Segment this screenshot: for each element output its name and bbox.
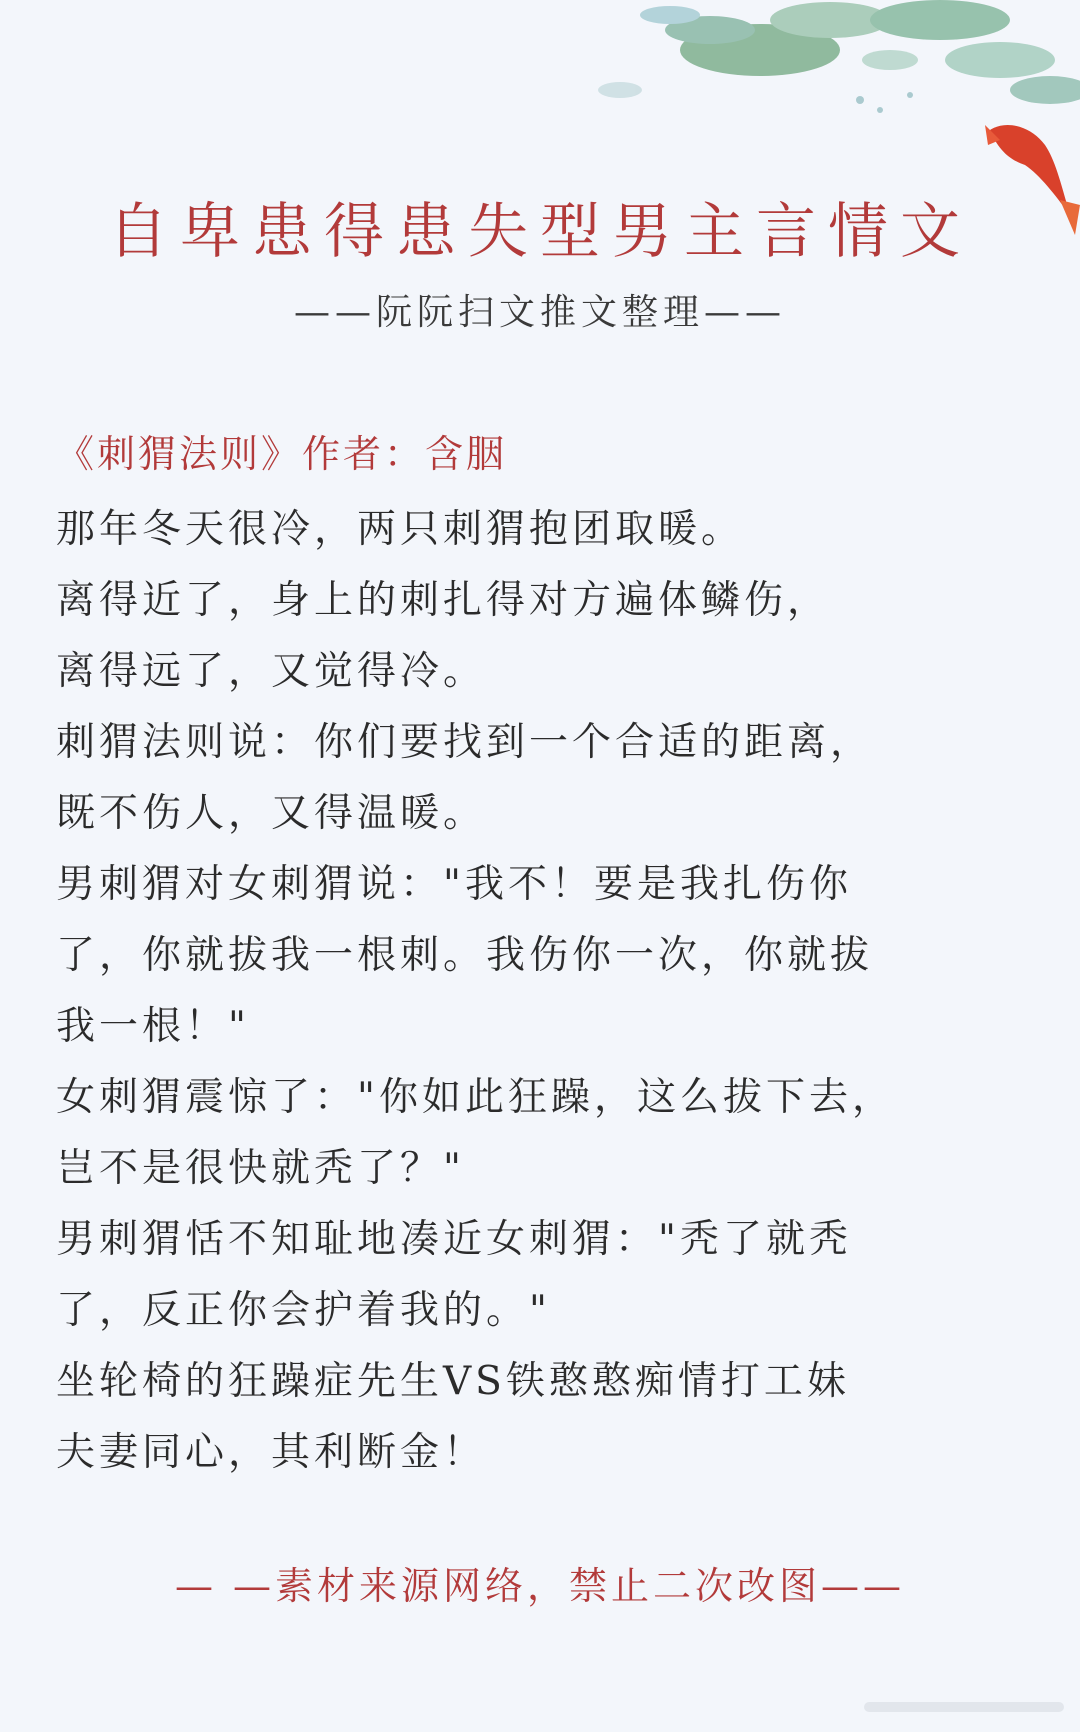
synopsis-line: 那年冬天很冷，两只刺猬抱团取暖。 — [56, 507, 745, 552]
book-title: 《刺猬法则》作者：含胭 — [56, 432, 508, 476]
synopsis-line: 男刺猬恬不知耻地凑近女刺猬："秃了就秃 — [56, 1217, 852, 1262]
watermark-icon — [864, 1696, 1064, 1718]
synopsis-line: 离得近了，身上的刺扎得对方遍体鳞伤， — [56, 578, 831, 623]
synopsis-text — [56, 494, 1016, 1488]
synopsis-line: 刺猬法则说：你们要找到一个合适的距离， — [56, 720, 874, 765]
synopsis-line: 男刺猬对女刺猬说："我不！要是我扎伤你 — [56, 862, 852, 907]
synopsis-line: 了，反正你会护着我的。" — [56, 1288, 551, 1333]
synopsis-line: 坐轮椅的狂躁症先生VS铁憨憨痴情打工妹 — [56, 1359, 850, 1404]
synopsis-line: 离得远了，又觉得冷。 — [56, 649, 487, 694]
page-title: 自卑患得患失型男主言情文 — [108, 197, 972, 267]
synopsis-line: 夫妻同心，其利断金！ — [56, 1430, 487, 1475]
page-subtitle: ——阮阮扫文推文整理—— — [293, 292, 786, 333]
synopsis-line: 我一根！" — [56, 1004, 250, 1049]
synopsis-line: 既不伤人，又得温暖。 — [56, 791, 487, 836]
synopsis-line: 岂不是很快就秃了？" — [56, 1146, 465, 1191]
footer-notice: — —素材来源网络，禁止二次改图—— — [174, 1564, 906, 1608]
synopsis-line: 女刺猬震惊了："你如此狂躁，这么拔下去， — [56, 1075, 895, 1120]
synopsis-line: 了，你就拔我一根刺。我伤你一次，你就拔 — [56, 933, 874, 978]
